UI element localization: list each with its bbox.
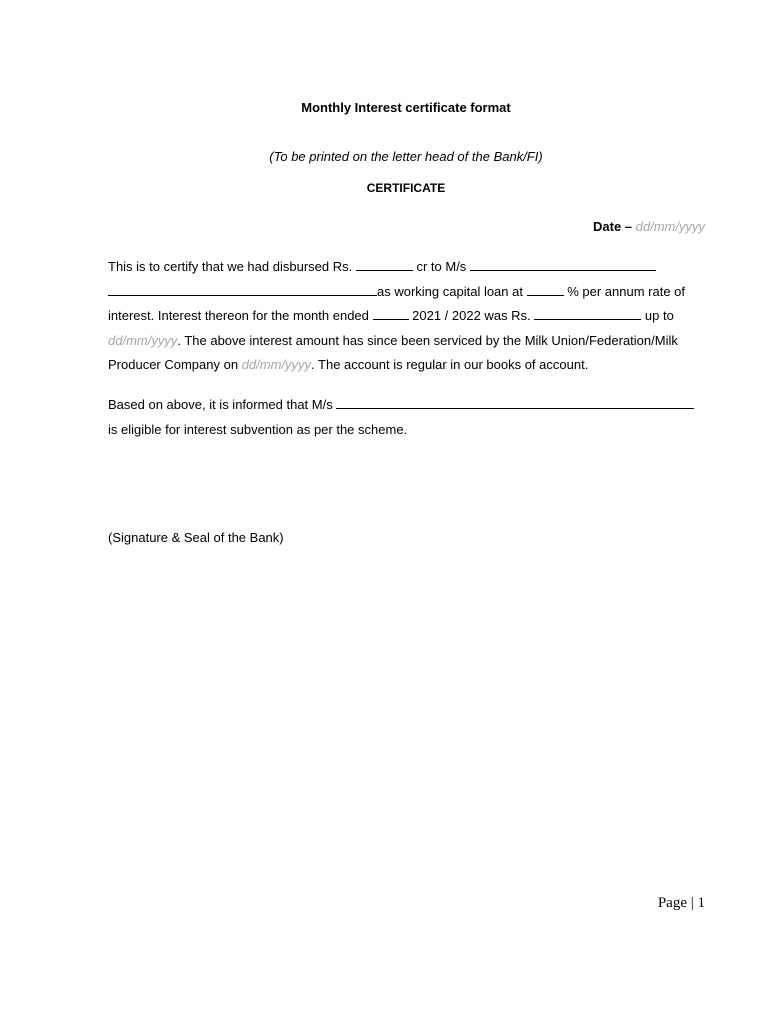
para1-text: % per annum rate of	[567, 283, 686, 299]
para1-text: . The above interest amount has since been serviced by the Milk Union/Federation/Milk	[177, 332, 678, 348]
certification-paragraph	[108, 255, 708, 378]
company-name-blank-continued[interactable]	[108, 283, 377, 296]
eligible-company-blank[interactable]	[336, 396, 694, 409]
document-title: Monthly Interest certificate format	[301, 100, 511, 115]
para1-line-1	[108, 255, 708, 280]
para1-text: . The account is regular in our books of account.	[311, 357, 589, 372]
para1-text: as working capital loan at	[377, 283, 523, 299]
para2-line-2	[108, 418, 708, 443]
amount-blank[interactable]	[356, 258, 413, 271]
certificate-heading: CERTIFICATE	[366, 181, 446, 195]
para1-text: cr to M/s	[416, 259, 467, 274]
para1-text: Producer Company on	[108, 357, 239, 372]
para2-text: is eligible for interest subvention as per the scheme.	[108, 421, 408, 437]
date-placeholder[interactable]: dd/mm/yyyy	[635, 219, 705, 234]
para1-line-3	[108, 304, 708, 329]
para2-line-1	[108, 393, 708, 418]
page-number: Page | 1	[657, 895, 705, 911]
para1-line-2	[108, 280, 708, 305]
month-blank[interactable]	[373, 307, 409, 320]
para1-text: interest. Interest thereon for the month ended	[108, 308, 369, 323]
interest-amount-blank[interactable]	[534, 307, 641, 320]
para2-text: Based on above, it is informed that M/s	[108, 397, 333, 412]
para1-line-4	[108, 329, 708, 354]
date-label: Date –	[593, 219, 633, 234]
eligibility-paragraph	[108, 393, 708, 442]
para1-text: This is to certify that we had disbursed Rs.	[108, 259, 353, 274]
interest-rate-blank[interactable]	[527, 283, 564, 296]
signature-line: (Signature & Seal of the Bank)	[108, 530, 284, 545]
company-name-blank[interactable]	[470, 258, 656, 271]
para1-text: 2021 / 2022 was Rs.	[412, 308, 531, 323]
para1-text: up to	[644, 308, 674, 323]
serviced-on-date-placeholder[interactable]: dd/mm/yyyy	[241, 357, 312, 372]
document-subtitle: (To be printed on the letter head of the Bank/FI)	[269, 149, 543, 164]
para1-line-5	[108, 353, 708, 378]
serviced-up-to-date-placeholder[interactable]: dd/mm/yyyy	[108, 332, 178, 348]
date-line	[593, 219, 705, 234]
